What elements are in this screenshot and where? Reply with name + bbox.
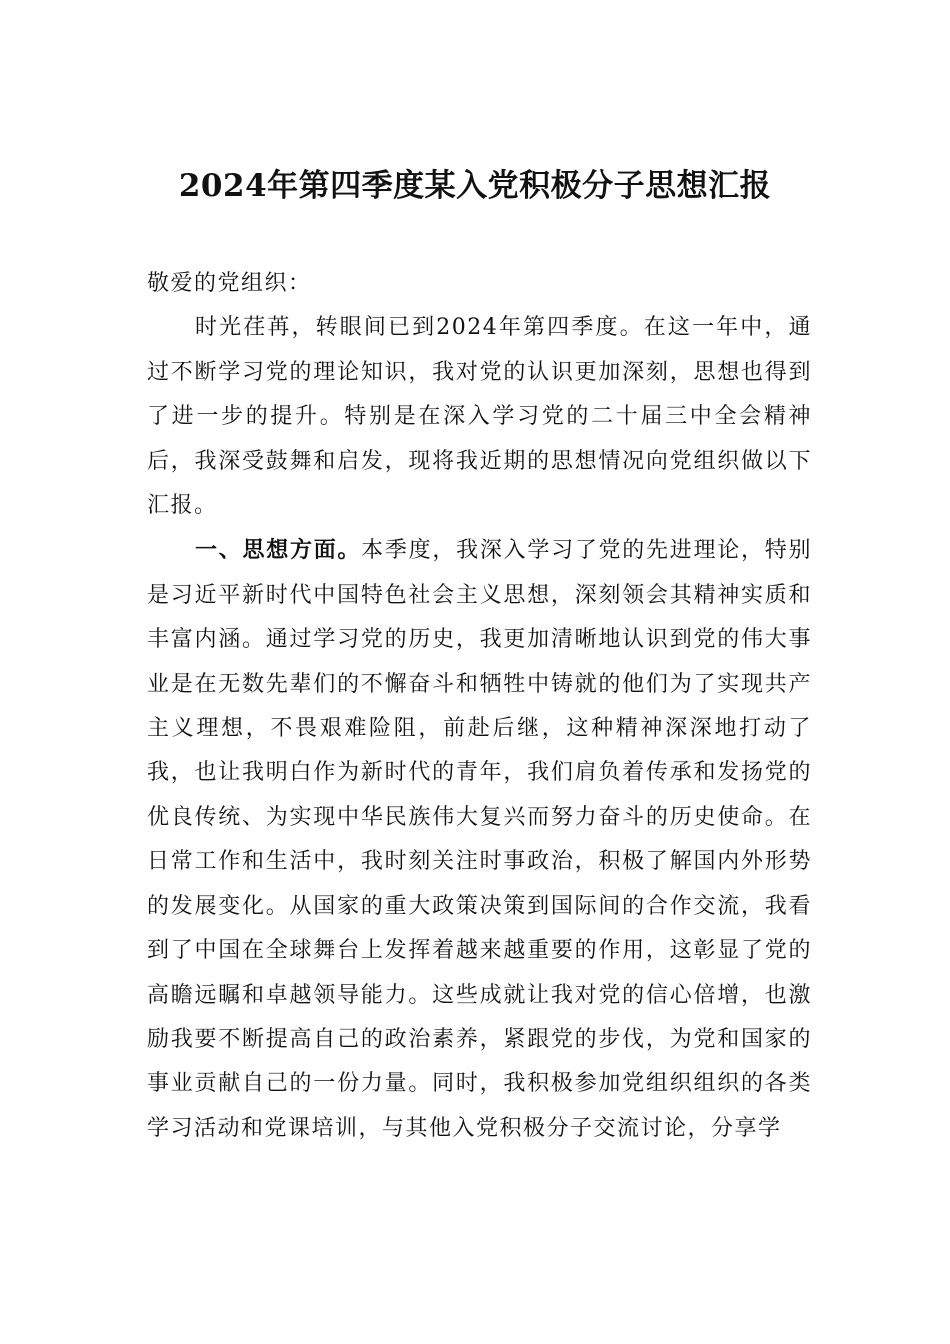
section-1-paragraph — [147, 528, 812, 1151]
intro-paragraph: 时光荏苒，转眼间已到2024年第四季度。在这一年中，通过不断学习党的理论知识，我对党的认识更加深刻，思想也得到了进一步的提升。特别是在深入学习党的二十届三中全会精神后，我深受鼓舞和启发，现将我近期的思想情况向党组织做以下汇报。 — [147, 315, 812, 519]
document-body — [147, 262, 812, 1151]
document-title: 2024年第四季度某入党积极分子思想汇报 — [178, 168, 772, 204]
section-1-text: 本季度，我深入学习了党的先进理论，特别是习近平新时代中国特色社会主义思想，深刻领会其精神实质和丰富内涵。通过学习党的历史，我更加清晰地认识到党的伟大事业是在无数先辈们的不懈奋斗和牺牲中铸就的他们为了实现共产主义理想，不畏艰难险阻，前赴后继，这种精神深深地打动了我，也让我明白作为新时代的青年，我们肩负着传承和发扬党的优良传统、为实现中华民族伟大复兴而努力奋斗的历史使命。在日常工作和生活中，我时刻关注时事政治，积极了解国内外形势的发展变化。从国家的重大政策决策到国际间的合作交流，我看到了中国在全球舞台上发挥着越来越重要的作用，这彰显了党的高瞻远瞩和卓越领导能力。这些成就让我对党的信心倍增，也激励我要不断提高自己的政治素养，紧跟党的步伐，为党和国家的事业贡献自己的一份力量。同时，我积极参加党组织组织的各类学习活动和党课培训，与其他入党积极分子交流讨论，分享学 — [147, 538, 812, 1141]
salutation: 敬爱的党组织： — [147, 271, 312, 296]
section-1-heading: 一、思想方面。 — [195, 537, 362, 564]
